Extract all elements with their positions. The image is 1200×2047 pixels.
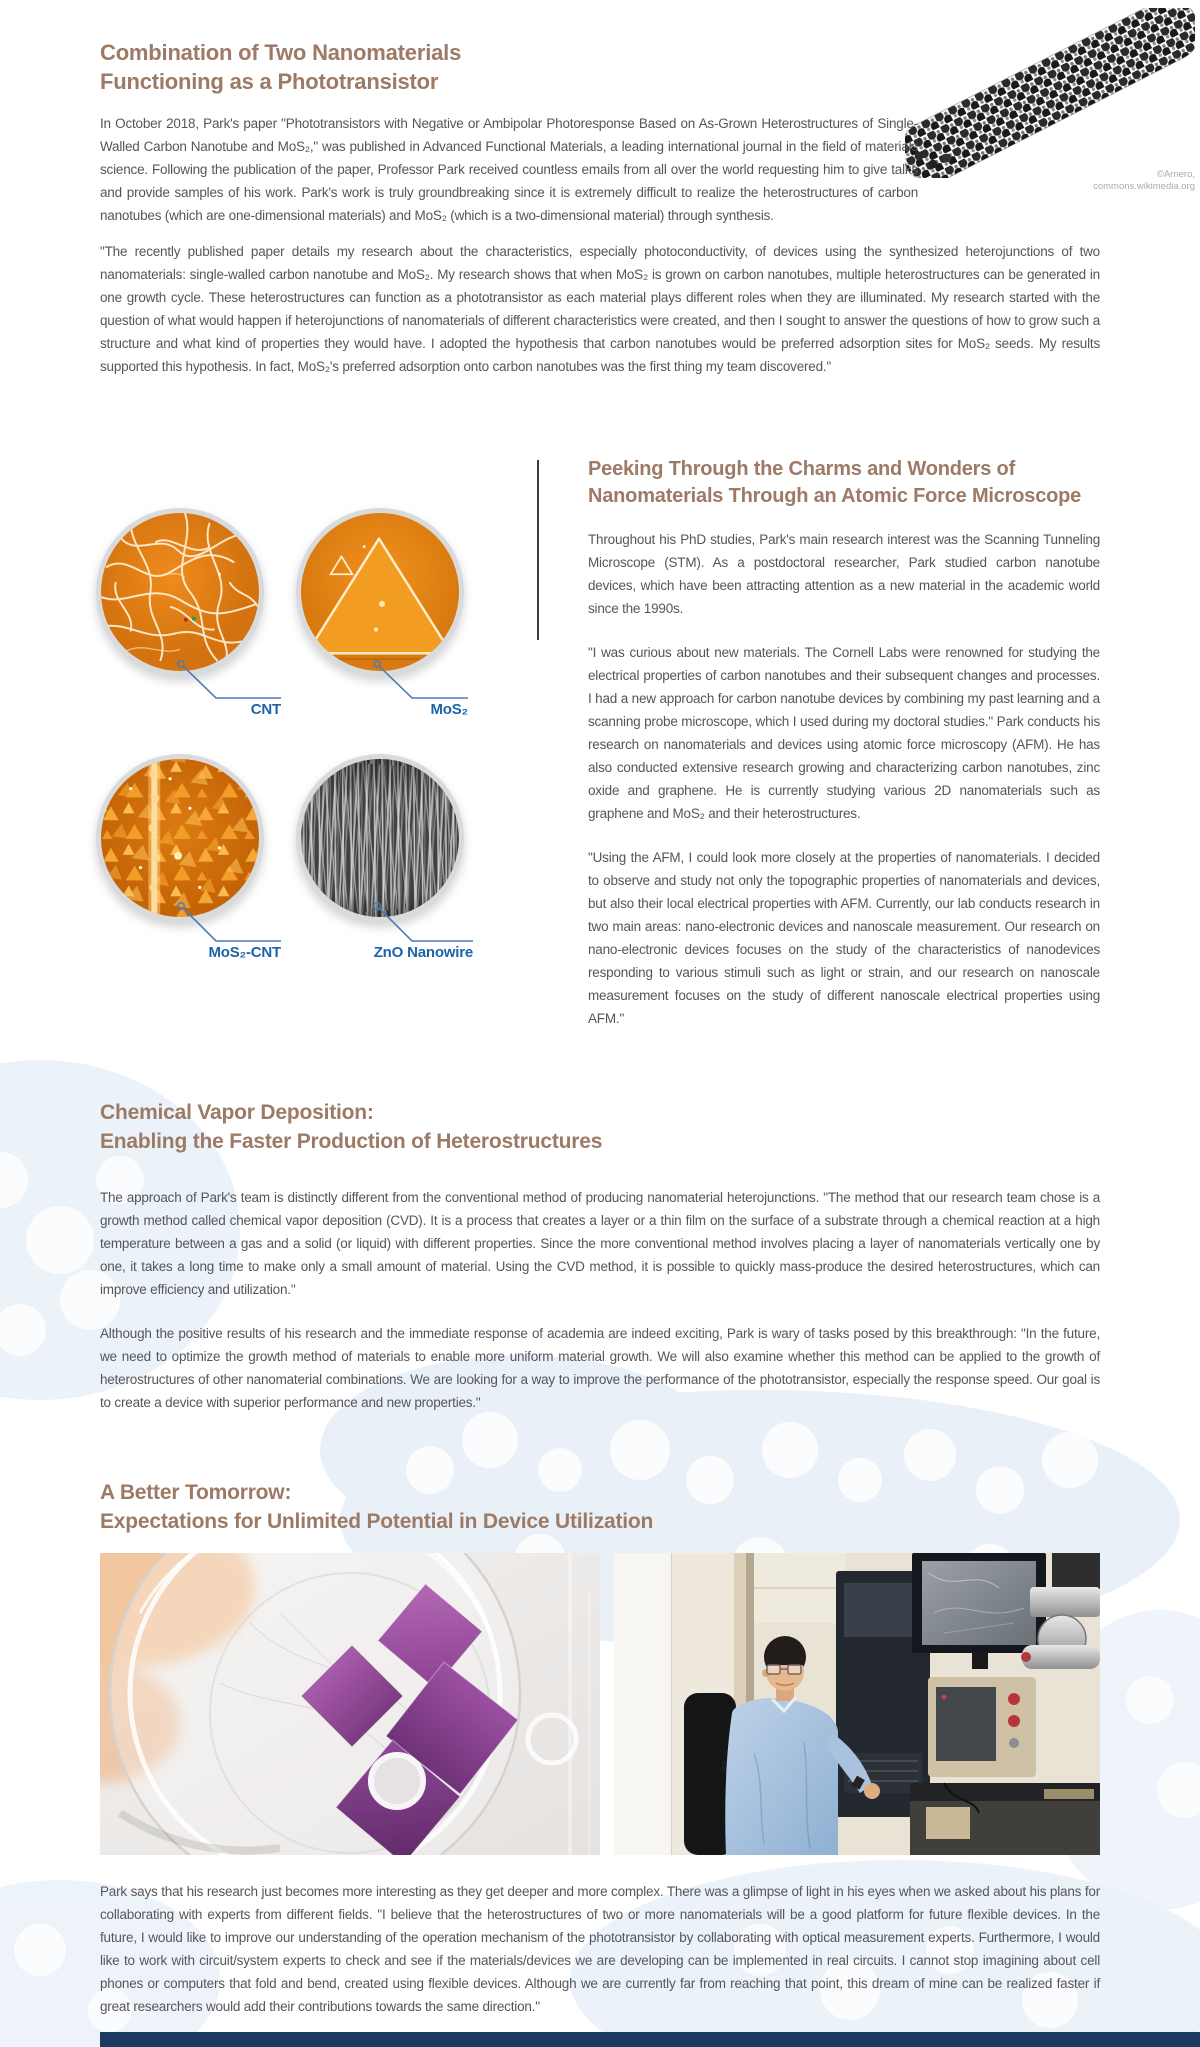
section2-heading-line1: Peeking Through the Charms and Wonders of: [588, 458, 1016, 480]
label-cnt: CNT: [250, 701, 281, 718]
section2-heading-line2: Nanomaterials Through an Atomic Force Microscope: [588, 485, 1082, 507]
professor-photo: [614, 1553, 1100, 1855]
carbon-nanotube-image: [905, 8, 1195, 178]
label-mos2-cnt: MoS₂-CNT: [208, 944, 281, 961]
image-credit-line2: commons.wikimedia.org: [1093, 181, 1195, 192]
section2-paragraph-3: "Using the AFM, I could look more closely at the properties of nanomaterials. I decided to observe and study not only the topographic properties of nanomaterials and devices, but also their local electrical properties with AFM. Currently, our lab conducts research in two main areas: nano-electronic devices and nanoscale measurement. Our research on nano-electronic devices focuses on the study of the characteristics of nanodevices responding to various stimuli such as light or strain, and our research on nanoscale measurement focuses on the study of different nanoscale electrical properties using AFM.": [588, 850, 1100, 1026]
section2-paragraph-2: "I was curious about new materials. The Cornell Labs were renowned for studying the electrical properties of carbon nanotubes and their subsequent changes and processes. I had a new approach for carbon nanotube devices by combining my past learning and a scanning probe microscope, which I used during my doctoral studies." Park conducts his research on nanomaterials and devices using atomic force microscopy (AFM). He has also conducted extensive research growing and characterizing carbon nanotubes, zinc oxide and graphene. He is currently studying various 2D nanomaterials such as graphene and MoS₂ and their heterostructures.: [588, 645, 1100, 821]
label-zno-nanowire: ZnO Nanowire: [373, 944, 473, 961]
page-title-line2: Functioning as a Phototransistor: [100, 69, 439, 94]
flexible-samples-photo: [100, 1553, 600, 1855]
image-credit: [990, 169, 1195, 193]
page-title-line1: Combination of Two Nanomaterials: [100, 40, 462, 65]
figure-callout-lines: [88, 500, 488, 970]
section4-heading-line2: Expectations for Unlimited Potential in Device Utilization: [100, 1510, 654, 1533]
footer-bar: [100, 2032, 1200, 2047]
section4-heading: [100, 1478, 920, 1536]
closing-paragraph: Park says that his research just becomes more interesting as they get deeper and more complex. There was a glimpse of light in his eyes when we asked about his plans for collaborating with experts from different fields. "I believe that the heterostructures of two or more nanomaterials will be a good platform for future flexible devices. In the future, I would like to improve our understanding of the operation mechanism of the phototransistor by collaborating with optical measurement experts. Furthermore, I would like to work with circuit/system experts to check and see if the materials/devices we are developing can be implemented in real circuits. I cannot stop imagining about cell phones or computers that fold and bend, created using flexible devices. Although we are currently far from reaching that point, this dream of mine can be realized faster if great researchers would add their contributions towards the same direction.": [100, 1884, 1100, 2014]
page-title: [100, 38, 640, 96]
label-mos2: MoS₂: [430, 701, 468, 718]
section2-paragraph-1: Throughout his PhD studies, Park's main research interest was the Scanning Tunneling Microscope (STM). As a postdoctoral researcher, Park studied carbon nanotube devices, which have been attracting attention as a new material in the academic world since the 1990s.: [588, 532, 1100, 616]
section2-heading: [588, 456, 1100, 510]
section3-paragraph-2: Although the positive results of his research and the immediate response of academia are indeed exciting, Park is wary of tasks posed by this breakthrough: "In the future, we need to optimize the growth method of materials to enable more uniform material growth. We will also examine whether this method can be applied to the growth of heterostructures of other nanomaterial combinations. We are looking for a way to improve the performance of the phototransistor, especially the response speed. Our goal is to create a device with superior performance and new properties.": [100, 1326, 1100, 1410]
image-credit-line1: ©Arnero,: [1156, 169, 1195, 180]
section4-heading-line1: A Better Tomorrow:: [100, 1481, 292, 1504]
section3-heading-line2: Enabling the Faster Production of Heterostructures: [100, 1130, 603, 1153]
intro-paragraph: In October 2018, Park's paper "Phototransistors with Negative or Ambipolar Photoresponse Based on As-Grown Heterostructures of Single-Walled Carbon Nanotube and MoS₂," was published in Advanced Functional Materials, a leading international journal in the field of materials science. Following the publication of the paper, Professor Park received countless emails from all over the world requesting him to give talks and provide samples of his work. Park's work is truly groundbreaking since it is extremely difficult to realize the heterostructures of carbon nanotubes (which are one-dimensional materials) and MoS₂ (which is a two-dimensional material) through synthesis.: [100, 116, 918, 223]
section3-paragraph-1: The approach of Park's team is distinctly different from the conventional method of producing nanomaterial heterojunctions. "The method that our research team chose is a growth method called chemical vapor deposition (CVD). It is a process that creates a layer or a thin film on the surface of a substrate through a chemical reaction at a high temperature between a gas and a solid (or liquid) with different properties. Since the more conventional method involves placing a layer of nanomaterials vertically one by one, it takes a long time to make only a small amount of material. Using the CVD method, it is possible to quickly mass-produce the desired heterostructures, which can improve efficiency and utilization.": [100, 1190, 1100, 1297]
section3-heading-line1: Chemical Vapor Deposition:: [100, 1101, 374, 1124]
section3-heading: [100, 1098, 1100, 1156]
section-divider: [537, 460, 539, 640]
quote-paragraph-1: "The recently published paper details my research about the characteristics, especially photoconductivity, of devices using the synthesized heterojunctions of two nanomaterials: single-walled carbon nanotube and MoS₂. My research shows that when MoS₂ is grown on carbon nanotubes, multiple heterostructures can be generated in one growth cycle. These heterostructures can function as a phototransistor as each material plays different roles when they are illuminated. My research started with the question of what would happen if heterojunctions of nanomaterials of different characteristics were created, and then I sought to answer the questions of how to grow such a structure and what kind of properties they would have. I adopted the hypothesis that carbon nanotubes would be preferred adsorption sites for MoS₂ seeds. My results supported this hypothesis. In fact, MoS₂'s preferred adsorption onto carbon nanotubes was the first thing my team discovered.": [100, 244, 1100, 374]
